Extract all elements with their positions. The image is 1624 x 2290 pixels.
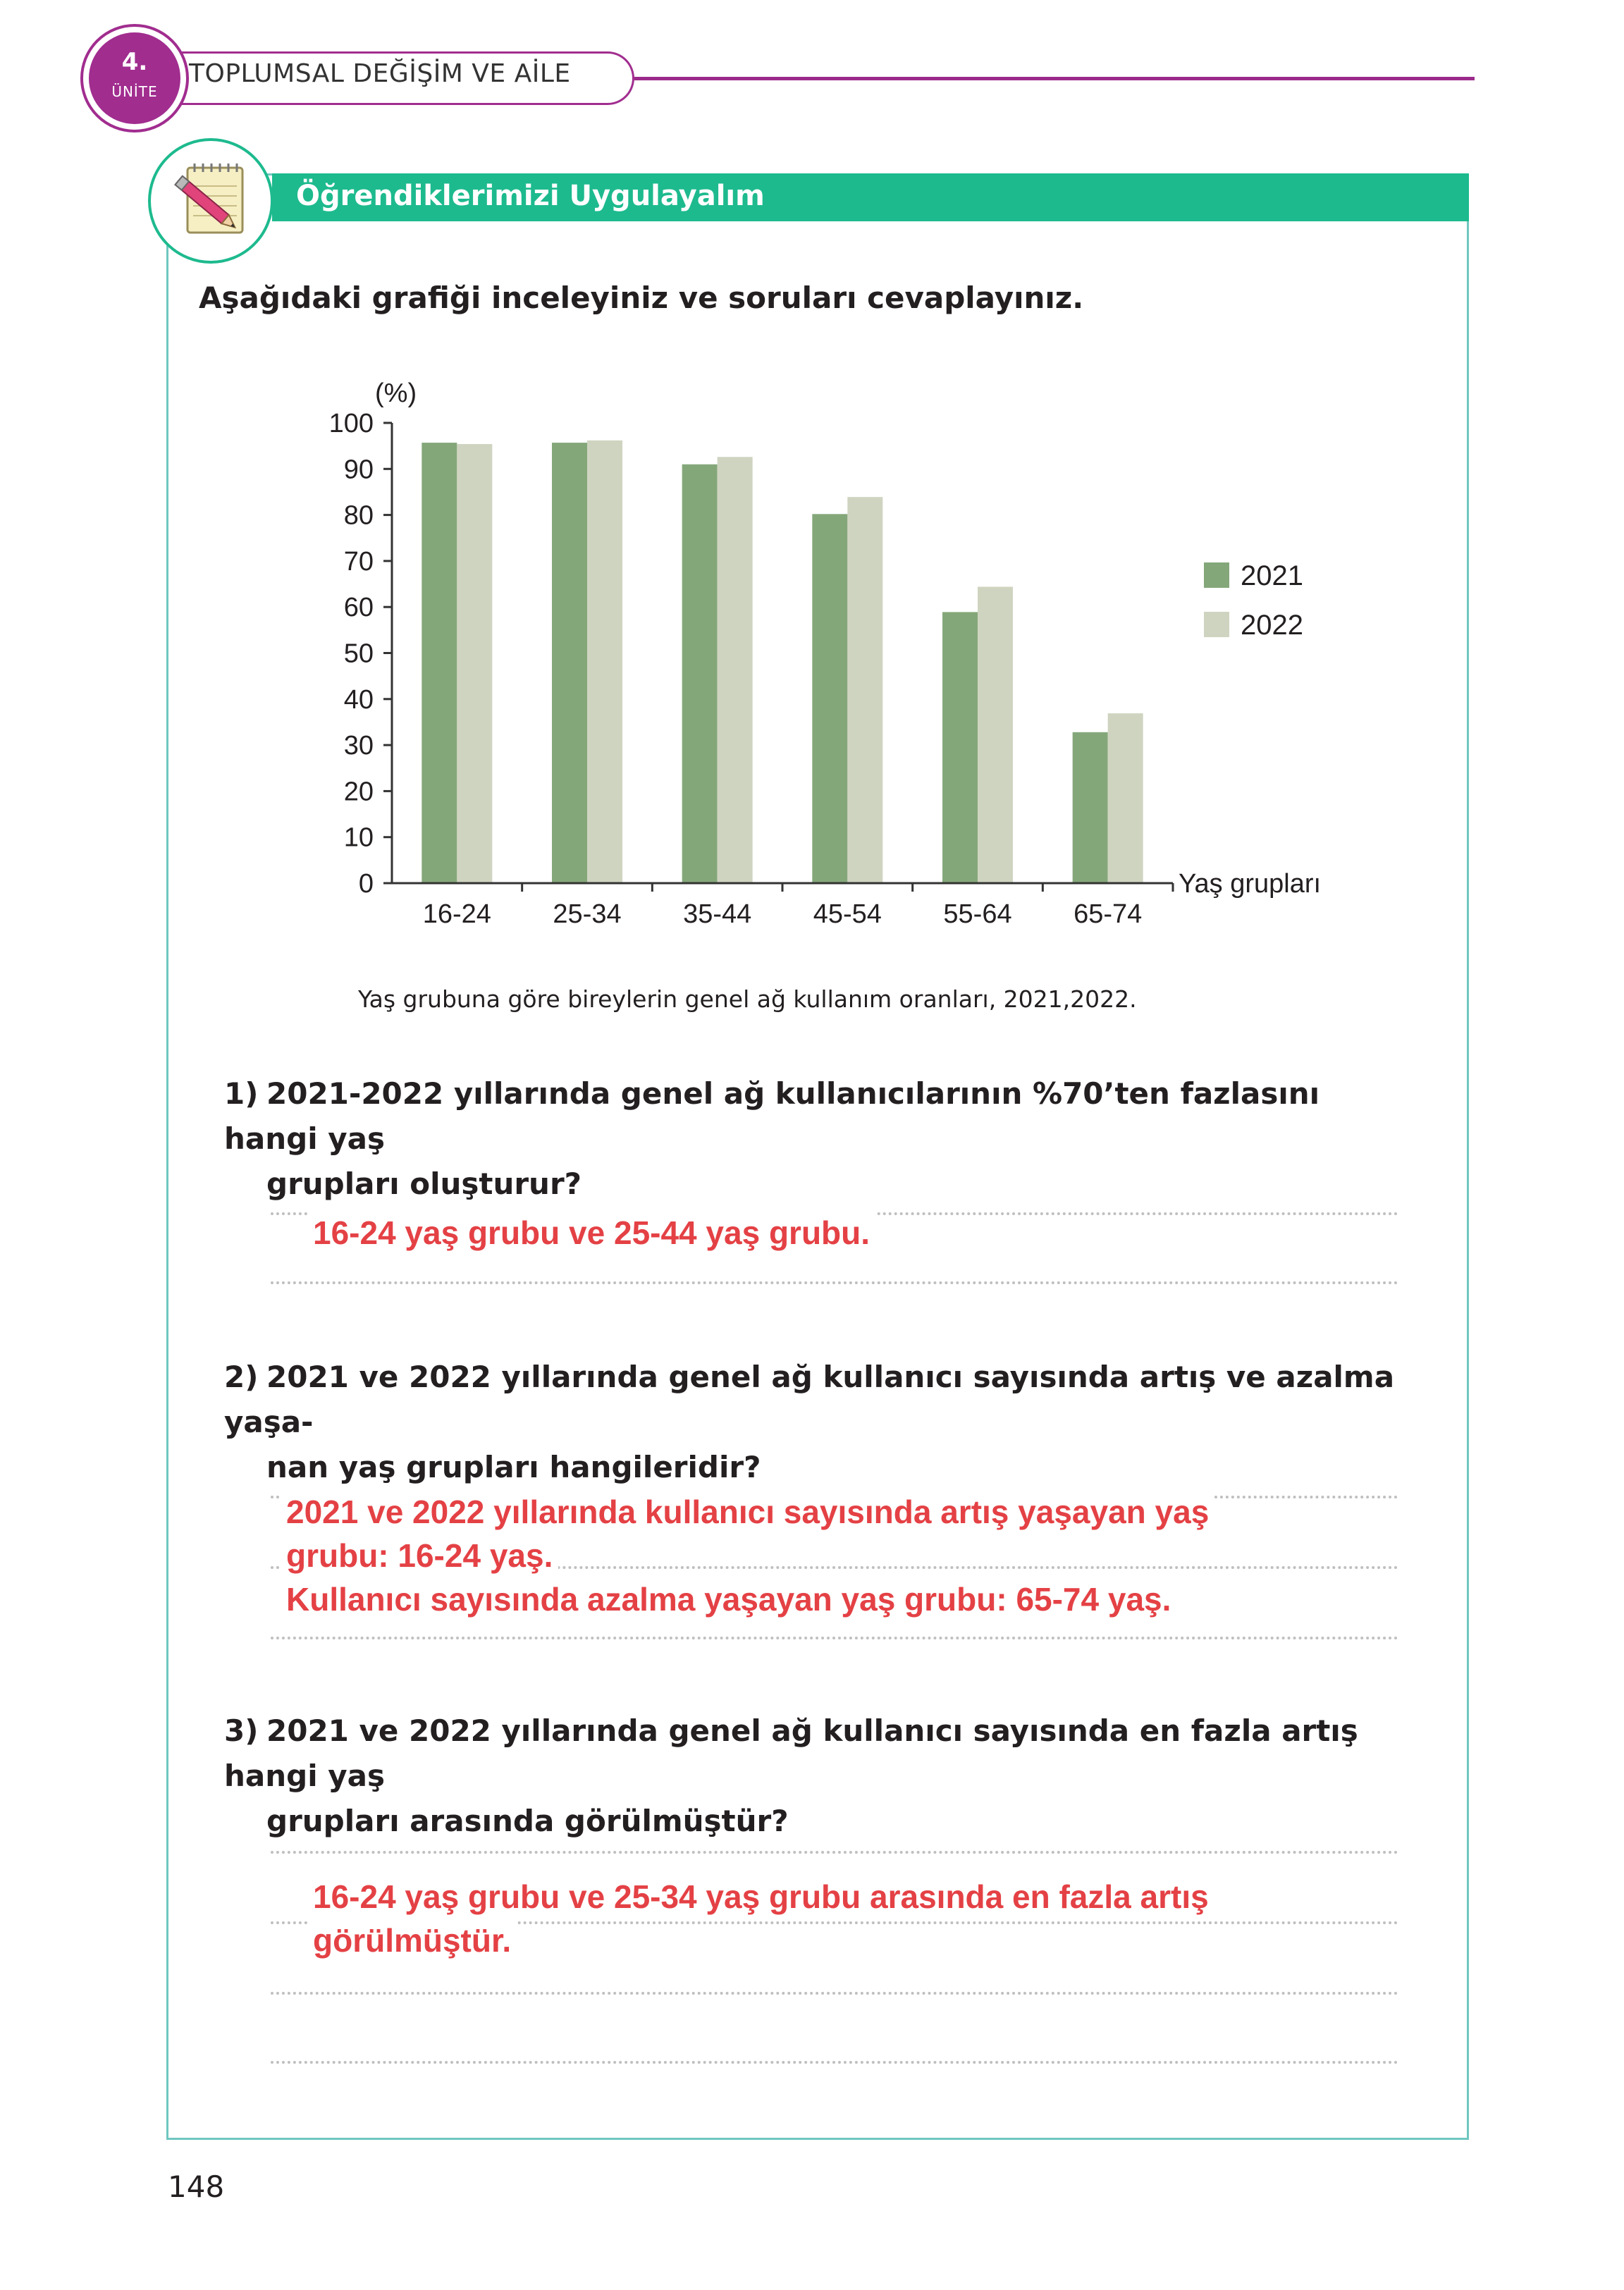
bar-2022-16-24 [457, 444, 492, 883]
y-tick-label: 30 [343, 731, 374, 761]
answer-text-line2: görülmüştür. [307, 1919, 517, 1962]
question-2 [224, 1355, 1422, 1490]
answer-text: 16-24 yaş grubu ve 25-44 yaş grubu. [307, 1211, 875, 1255]
answer-text-line1: 2021 ve 2022 yıllarında kullanıcı sayısında artış yaşayan yaş [281, 1490, 1214, 1534]
question-text-line1: 2021 ve 2022 yıllarında genel ağ kullanıcı sayısında artış ve azalma yaşa- [224, 1360, 1395, 1439]
bar-2021-16-24 [422, 443, 457, 883]
x-tick-label: 65-74 [1074, 899, 1143, 929]
x-axis-title: Yaş grupları [1179, 869, 1322, 899]
header-rule [634, 77, 1475, 80]
bar-2022-25-34 [587, 441, 622, 883]
x-tick-label: 16-24 [422, 899, 491, 929]
answer-line [271, 1281, 1398, 1284]
answer-text-line2: grubu: 16-24 yaş. [281, 1534, 558, 1577]
question-number: 2) [224, 1360, 259, 1394]
legend-label-2022: 2022 [1241, 610, 1303, 641]
activity-title: Öğrendiklerimizi Uygulayalım [296, 180, 765, 212]
question-text-line1: 2021-2022 yıllarında genel ağ kullanıcılarının %70’ten fazlasını hangi yaş [224, 1076, 1320, 1156]
bar-2022-35-44 [718, 457, 753, 883]
x-tick-label: 55-64 [943, 899, 1012, 929]
y-tick-label: 80 [343, 500, 374, 531]
chart-caption: Yaş grubuna göre bireylerin genel ağ kullanım oranları, 2021,2022. [358, 985, 1137, 1013]
unit-label: ÜNİTE [111, 83, 158, 100]
question-text-line2: grupları oluşturur? [266, 1166, 582, 1201]
y-tick-label: 40 [343, 684, 374, 715]
question-text-line2: nan yaş grupları hangileridir? [266, 1450, 761, 1484]
unit-number: 4. [121, 48, 148, 76]
x-tick-label: 25-34 [553, 899, 622, 929]
answer-line [271, 1637, 1398, 1639]
question-3 [224, 1709, 1422, 1844]
bar-2022-55-64 [978, 586, 1013, 883]
bar-2021-45-54 [812, 514, 847, 883]
legend-swatch-2021 [1204, 562, 1229, 588]
answer-line [271, 1992, 1398, 1995]
answer-line [271, 1851, 1398, 1854]
y-tick-label: 60 [343, 593, 374, 623]
x-tick-label: 45-54 [813, 899, 882, 929]
unit-badge [89, 32, 180, 124]
bar-chart [296, 367, 1339, 944]
bar-2021-55-64 [942, 612, 978, 883]
question-text-line1: 2021 ve 2022 yıllarında genel ağ kullanıcı sayısında en fazla artış hangi yaş [224, 1713, 1358, 1793]
pencil-notepad-icon [156, 147, 265, 255]
question-1 [224, 1071, 1422, 1207]
bar-chart-svg [296, 367, 1339, 944]
bar-2022-65-74 [1108, 713, 1143, 883]
question-text-line2: grupları arasında görülmüştür? [266, 1804, 789, 1838]
y-tick-label: 10 [343, 823, 374, 853]
answer-text-line3: Kullanıcı sayısında azalma yaşayan yaş grubu: 65-74 yaş. [281, 1577, 1176, 1621]
bar-2021-65-74 [1073, 732, 1108, 883]
y-tick-label: 70 [343, 546, 374, 577]
bar-2021-25-34 [552, 443, 587, 883]
x-tick-label: 35-44 [683, 899, 752, 929]
y-axis-unit: (%) [375, 378, 417, 408]
unit-title: TOPLUMSAL DEĞİŞİM VE AİLE [189, 59, 571, 88]
bar-2021-35-44 [682, 464, 718, 883]
y-tick-label: 50 [343, 639, 374, 669]
legend-swatch-2022 [1204, 612, 1229, 637]
y-tick-label: 20 [343, 777, 374, 807]
question-number: 3) [224, 1713, 259, 1748]
answer-text-line1: 16-24 yaş grubu ve 25-34 yaş grubu arasında en fazla artış [307, 1875, 1214, 1919]
legend-label-2021: 2021 [1241, 560, 1303, 591]
y-tick-label: 100 [328, 409, 374, 438]
bar-2022-45-54 [847, 497, 882, 883]
y-tick-label: 0 [358, 869, 374, 899]
y-tick-label: 90 [343, 455, 374, 485]
question-number: 1) [224, 1076, 259, 1111]
page-number: 148 [168, 2169, 225, 2204]
activity-instruction: Aşağıdaki grafiği inceleyiniz ve soruları cevaplayınız. [199, 281, 1084, 315]
answer-line [271, 2061, 1398, 2064]
